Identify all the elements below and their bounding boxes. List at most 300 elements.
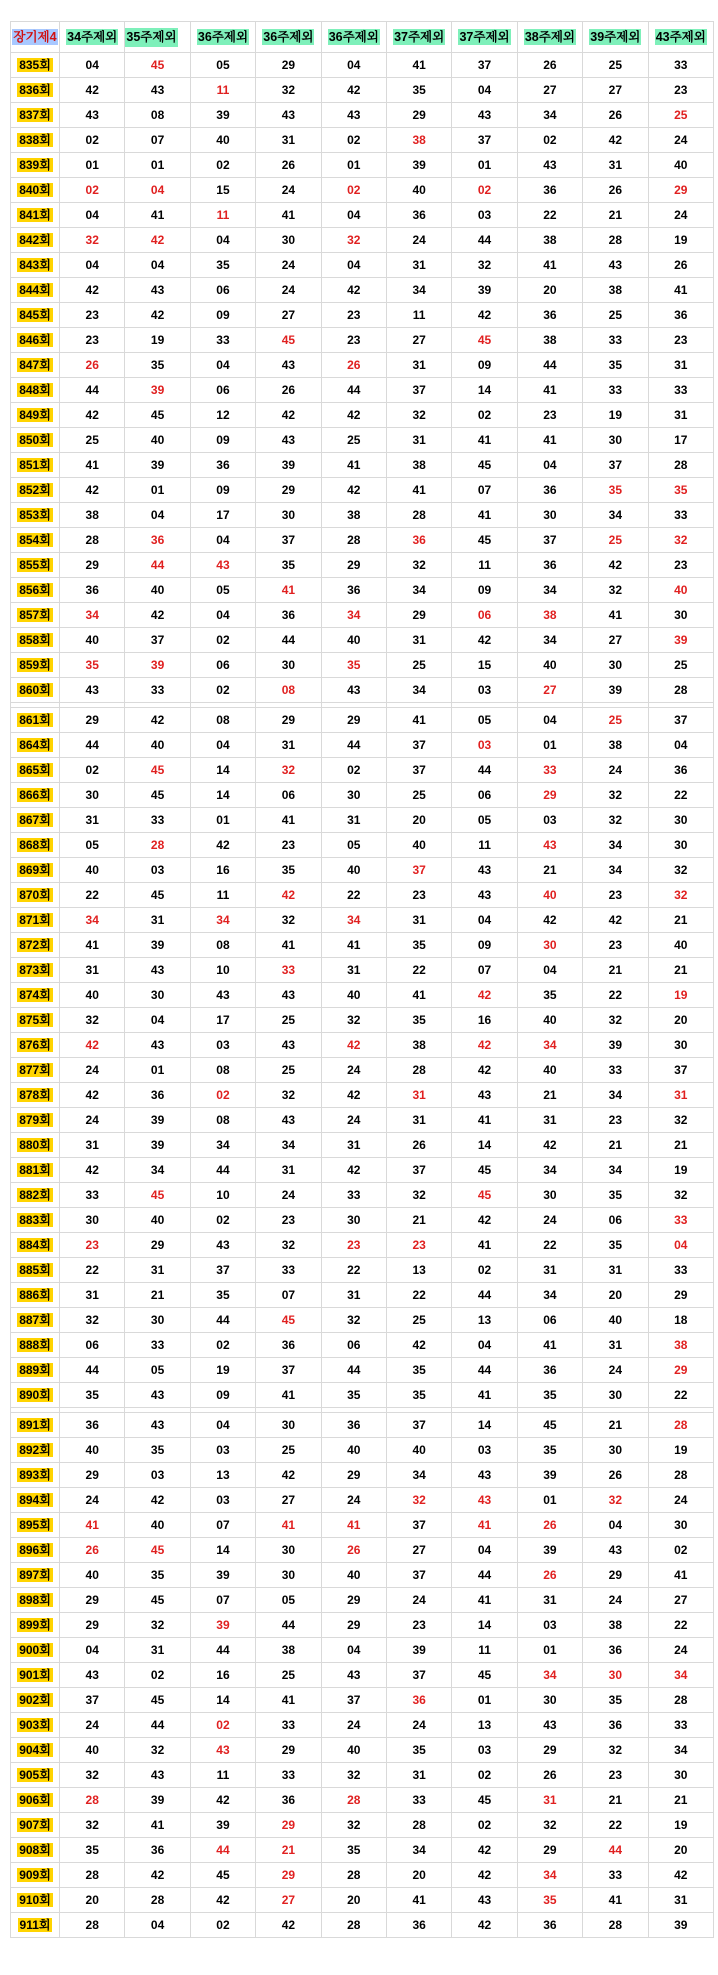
number-cell: 30	[648, 1513, 713, 1538]
number-cell: 27	[517, 78, 582, 103]
number-cell: 35	[125, 1563, 190, 1588]
round-label-cell	[11, 303, 60, 328]
number-cell-highlighted: 37	[386, 858, 451, 883]
number-cell: 32	[648, 858, 713, 883]
round-label-cell	[11, 1913, 60, 1938]
header-cell	[256, 22, 321, 53]
number-cell: 42	[60, 1083, 125, 1108]
number-cell: 41	[386, 708, 451, 733]
number-cell: 28	[60, 528, 125, 553]
number-cell: 10	[190, 958, 255, 983]
round-label-cell	[11, 1563, 60, 1588]
number-cell: 41	[452, 1108, 517, 1133]
number-cell: 43	[452, 103, 517, 128]
table-body	[11, 53, 714, 1938]
number-cell: 40	[648, 933, 713, 958]
number-cell: 40	[321, 1738, 386, 1763]
number-cell: 22	[321, 883, 386, 908]
table-row	[11, 553, 714, 578]
table-row	[11, 53, 714, 78]
number-cell: 42	[517, 908, 582, 933]
number-cell: 26	[648, 253, 713, 278]
header-cell	[125, 22, 190, 53]
number-cell: 19	[190, 1358, 255, 1383]
table-row	[11, 1413, 714, 1438]
number-cell: 39	[125, 1108, 190, 1133]
number-cell: 37	[386, 1413, 451, 1438]
round-label: 905회	[19, 1768, 51, 1782]
number-cell: 03	[517, 808, 582, 833]
number-cell: 01	[517, 1488, 582, 1513]
number-cell: 36	[386, 203, 451, 228]
number-cell: 45	[452, 453, 517, 478]
number-cell: 29	[386, 103, 451, 128]
number-cell-highlighted: 11	[190, 203, 255, 228]
number-cell: 36	[256, 1788, 321, 1813]
round-label-cell	[11, 1663, 60, 1688]
number-cell: 21	[583, 958, 648, 983]
number-cell: 24	[321, 1713, 386, 1738]
number-cell: 43	[256, 1033, 321, 1058]
number-cell: 31	[386, 428, 451, 453]
number-cell: 15	[452, 653, 517, 678]
number-cell: 34	[517, 1283, 582, 1308]
round-label-cell	[11, 153, 60, 178]
number-cell-highlighted: 30	[517, 933, 582, 958]
number-cell: 40	[125, 428, 190, 453]
table-row	[11, 128, 714, 153]
number-cell: 32	[583, 783, 648, 808]
number-cell: 01	[125, 478, 190, 503]
number-cell: 45	[452, 1788, 517, 1813]
round-label-cell	[11, 128, 60, 153]
round-label-cell	[11, 203, 60, 228]
number-cell: 39	[452, 278, 517, 303]
number-cell: 04	[190, 733, 255, 758]
number-cell: 43	[125, 1033, 190, 1058]
round-label-cell	[11, 1133, 60, 1158]
number-cell-highlighted: 40	[648, 578, 713, 603]
number-cell-highlighted: 23	[386, 1233, 451, 1258]
number-cell-highlighted: 45	[452, 1183, 517, 1208]
round-label: 855회	[19, 558, 51, 572]
number-cell-highlighted: 02	[190, 1083, 255, 1108]
number-cell-highlighted: 32	[583, 1488, 648, 1513]
table-row	[11, 1033, 714, 1058]
number-cell: 43	[321, 103, 386, 128]
number-cell: 42	[321, 1158, 386, 1183]
number-cell-highlighted: 29	[256, 1813, 321, 1838]
header-cell	[11, 22, 60, 53]
number-cell: 40	[321, 1563, 386, 1588]
round-label: 856회	[19, 583, 51, 597]
number-cell: 44	[190, 1638, 255, 1663]
number-cell: 32	[517, 1813, 582, 1838]
number-cell: 30	[583, 653, 648, 678]
number-cell: 45	[125, 783, 190, 808]
number-cell: 04	[125, 503, 190, 528]
number-cell: 29	[321, 553, 386, 578]
number-cell: 43	[321, 678, 386, 703]
number-cell: 07	[256, 1283, 321, 1308]
number-cell: 28	[386, 503, 451, 528]
number-cell: 31	[321, 1283, 386, 1308]
round-label-cell	[11, 278, 60, 303]
number-cell: 25	[256, 1058, 321, 1083]
number-cell: 32	[60, 1813, 125, 1838]
round-label-cell	[11, 628, 60, 653]
round-label: 892회	[19, 1443, 51, 1457]
round-label: 841회	[19, 208, 51, 222]
number-cell: 03	[517, 1613, 582, 1638]
number-cell: 31	[256, 1158, 321, 1183]
number-cell: 39	[125, 453, 190, 478]
number-cell: 42	[648, 1863, 713, 1888]
round-label-cell	[11, 603, 60, 628]
round-label: 882회	[19, 1188, 51, 1202]
round-label: 840회	[19, 183, 51, 197]
number-cell: 39	[256, 453, 321, 478]
round-label-cell	[11, 1358, 60, 1383]
number-cell: 29	[321, 1613, 386, 1638]
number-cell: 13	[190, 1463, 255, 1488]
number-cell: 41	[125, 203, 190, 228]
number-cell: 40	[386, 833, 451, 858]
round-label-cell	[11, 1383, 60, 1408]
number-cell: 40	[583, 1308, 648, 1333]
number-cell-highlighted: 29	[648, 1358, 713, 1383]
table-row	[11, 228, 714, 253]
number-cell: 33	[190, 328, 255, 353]
number-cell: 36	[386, 1913, 451, 1938]
number-cell: 44	[60, 1358, 125, 1383]
number-cell: 09	[190, 303, 255, 328]
number-cell: 28	[60, 1863, 125, 1888]
number-cell: 35	[125, 1438, 190, 1463]
number-cell: 31	[386, 1763, 451, 1788]
lotto-exclusion-table	[10, 21, 714, 1938]
number-cell: 29	[60, 553, 125, 578]
number-cell: 32	[583, 808, 648, 833]
number-cell: 35	[125, 353, 190, 378]
number-cell: 14	[190, 1538, 255, 1563]
number-cell: 23	[256, 1208, 321, 1233]
number-cell: 34	[648, 1738, 713, 1763]
number-cell: 14	[452, 1413, 517, 1438]
number-cell: 31	[125, 1258, 190, 1283]
number-cell: 44	[321, 378, 386, 403]
number-cell: 44	[452, 1358, 517, 1383]
round-label: 877회	[19, 1063, 51, 1077]
number-cell: 25	[386, 783, 451, 808]
number-cell-highlighted: 30	[583, 1663, 648, 1688]
number-cell: 30	[583, 1383, 648, 1408]
round-label: 901회	[19, 1668, 51, 1682]
number-cell: 28	[648, 453, 713, 478]
number-cell: 32	[648, 1108, 713, 1133]
number-cell: 34	[386, 278, 451, 303]
round-label: 864회	[19, 738, 51, 752]
number-cell: 01	[452, 153, 517, 178]
number-cell: 24	[517, 1208, 582, 1233]
number-cell: 36	[60, 578, 125, 603]
table-row	[11, 733, 714, 758]
table-row	[11, 1913, 714, 1938]
number-cell: 08	[190, 1108, 255, 1133]
number-cell: 09	[190, 1383, 255, 1408]
round-label: 909회	[19, 1868, 51, 1882]
number-cell: 24	[321, 1058, 386, 1083]
number-cell: 39	[517, 1463, 582, 1488]
number-cell: 24	[60, 1108, 125, 1133]
table-row	[11, 328, 714, 353]
number-cell: 17	[190, 1008, 255, 1033]
number-cell: 29	[125, 1233, 190, 1258]
number-cell: 14	[190, 758, 255, 783]
number-cell: 36	[321, 1413, 386, 1438]
number-cell: 32	[321, 1308, 386, 1333]
number-cell: 30	[517, 1183, 582, 1208]
number-cell: 14	[190, 783, 255, 808]
number-cell: 29	[517, 1838, 582, 1863]
number-cell: 28	[321, 1913, 386, 1938]
number-cell: 41	[452, 503, 517, 528]
number-cell: 42	[452, 303, 517, 328]
number-cell: 30	[648, 603, 713, 628]
number-cell: 29	[517, 1738, 582, 1763]
number-cell: 26	[386, 1133, 451, 1158]
number-cell: 31	[60, 958, 125, 983]
number-cell: 02	[190, 1208, 255, 1233]
number-cell: 28	[583, 1913, 648, 1938]
number-cell: 25	[256, 1008, 321, 1033]
number-cell: 36	[648, 303, 713, 328]
number-cell-highlighted: 38	[386, 128, 451, 153]
number-cell-highlighted: 02	[60, 178, 125, 203]
number-cell: 04	[190, 528, 255, 553]
round-label-cell	[11, 1308, 60, 1333]
table-row	[11, 1233, 714, 1258]
number-cell: 11	[452, 1638, 517, 1663]
number-cell: 42	[125, 708, 190, 733]
number-cell: 35	[583, 1183, 648, 1208]
number-cell: 38	[60, 503, 125, 528]
number-cell: 42	[452, 1208, 517, 1233]
number-cell: 32	[321, 1763, 386, 1788]
number-cell: 41	[256, 808, 321, 833]
number-cell: 41	[583, 1888, 648, 1913]
number-cell: 27	[386, 328, 451, 353]
number-cell: 43	[452, 858, 517, 883]
round-label: 846회	[19, 333, 51, 347]
round-label-cell	[11, 528, 60, 553]
table-row	[11, 1438, 714, 1463]
round-label-cell	[11, 733, 60, 758]
round-label: 875회	[19, 1013, 51, 1027]
number-cell: 44	[60, 733, 125, 758]
number-cell: 03	[190, 1033, 255, 1058]
number-cell: 29	[256, 708, 321, 733]
number-cell: 32	[321, 1008, 386, 1033]
number-cell: 06	[190, 278, 255, 303]
number-cell: 33	[256, 1713, 321, 1738]
number-cell: 32	[60, 1308, 125, 1333]
round-label-cell	[11, 808, 60, 833]
header-cell	[517, 22, 582, 53]
round-label-cell	[11, 353, 60, 378]
number-cell: 02	[321, 128, 386, 153]
number-cell: 37	[125, 628, 190, 653]
number-cell: 33	[648, 1258, 713, 1283]
number-cell: 22	[517, 1233, 582, 1258]
number-cell: 42	[452, 1913, 517, 1938]
number-cell: 37	[190, 1258, 255, 1283]
round-label: 870회	[19, 888, 51, 902]
number-cell: 38	[583, 1613, 648, 1638]
number-cell: 10	[190, 1183, 255, 1208]
table-row	[11, 1283, 714, 1308]
number-cell-highlighted: 26	[60, 1538, 125, 1563]
table-row	[11, 1133, 714, 1158]
table-row	[11, 303, 714, 328]
number-cell: 02	[321, 758, 386, 783]
number-cell: 03	[125, 1463, 190, 1488]
round-label-cell	[11, 1688, 60, 1713]
number-cell: 38	[386, 1033, 451, 1058]
number-cell: 38	[386, 453, 451, 478]
table-row	[11, 1863, 714, 1888]
number-cell: 39	[125, 1788, 190, 1813]
number-cell-highlighted: 44	[190, 1838, 255, 1863]
round-label: 888회	[19, 1338, 51, 1352]
number-cell: 29	[386, 603, 451, 628]
number-cell: 29	[648, 1283, 713, 1308]
number-cell: 09	[190, 478, 255, 503]
number-cell: 35	[517, 983, 582, 1008]
number-cell: 38	[517, 328, 582, 353]
number-cell: 11	[452, 553, 517, 578]
header-cell	[386, 22, 451, 53]
round-label: 844회	[19, 283, 51, 297]
number-cell: 20	[60, 1888, 125, 1913]
number-cell: 35	[517, 1438, 582, 1463]
number-cell-highlighted: 41	[60, 1513, 125, 1538]
round-label: 859회	[19, 658, 51, 672]
number-cell: 30	[125, 983, 190, 1008]
number-cell: 21	[125, 1283, 190, 1308]
number-cell: 33	[125, 1333, 190, 1358]
number-cell: 22	[386, 1283, 451, 1308]
number-cell: 33	[583, 378, 648, 403]
number-cell: 22	[60, 883, 125, 908]
number-cell: 36	[517, 478, 582, 503]
number-cell: 39	[583, 1033, 648, 1058]
number-cell: 40	[60, 1438, 125, 1463]
number-cell: 01	[125, 1058, 190, 1083]
number-cell: 25	[583, 303, 648, 328]
number-cell: 30	[256, 653, 321, 678]
number-cell-highlighted: 42	[60, 1033, 125, 1058]
table-row	[11, 1488, 714, 1513]
number-cell: 34	[125, 1158, 190, 1183]
number-cell-highlighted: 31	[517, 1788, 582, 1813]
round-label: 899회	[19, 1618, 51, 1632]
table-row	[11, 958, 714, 983]
round-label-cell	[11, 883, 60, 908]
round-label-cell	[11, 1713, 60, 1738]
round-label-cell	[11, 708, 60, 733]
number-cell: 23	[321, 303, 386, 328]
number-cell: 28	[583, 228, 648, 253]
round-label-cell	[11, 1333, 60, 1358]
round-label-cell	[11, 653, 60, 678]
number-cell: 45	[190, 1863, 255, 1888]
round-label-cell	[11, 1638, 60, 1663]
number-cell: 41	[452, 428, 517, 453]
round-label: 835회	[19, 58, 51, 72]
number-cell: 33	[256, 1258, 321, 1283]
table-row	[11, 628, 714, 653]
table-row	[11, 1538, 714, 1563]
number-cell: 21	[648, 1788, 713, 1813]
number-cell: 35	[517, 1383, 582, 1408]
number-cell-highlighted: 25	[583, 708, 648, 733]
table-row	[11, 78, 714, 103]
number-cell: 06	[256, 783, 321, 808]
number-cell: 20	[648, 1838, 713, 1863]
number-cell: 29	[60, 1588, 125, 1613]
number-cell: 43	[452, 1083, 517, 1108]
number-cell: 44	[256, 1613, 321, 1638]
number-cell: 43	[256, 353, 321, 378]
number-cell: 31	[583, 153, 648, 178]
table-row	[11, 503, 714, 528]
round-label: 836회	[19, 83, 51, 97]
round-label: 853회	[19, 508, 51, 522]
number-cell: 34	[517, 628, 582, 653]
number-cell: 39	[125, 933, 190, 958]
number-cell-highlighted: 29	[648, 178, 713, 203]
number-cell: 31	[60, 1283, 125, 1308]
number-cell: 05	[190, 53, 255, 78]
number-cell: 28	[648, 678, 713, 703]
number-cell: 30	[125, 1308, 190, 1333]
round-label: 851회	[19, 458, 51, 472]
number-cell: 40	[517, 1058, 582, 1083]
number-cell-highlighted: 35	[583, 478, 648, 503]
round-label-cell	[11, 908, 60, 933]
number-cell: 24	[256, 1183, 321, 1208]
number-cell: 29	[256, 1738, 321, 1763]
table-row	[11, 1513, 714, 1538]
round-label: 897회	[19, 1568, 51, 1582]
number-cell: 40	[321, 1438, 386, 1463]
number-cell: 35	[386, 1358, 451, 1383]
number-cell: 31	[648, 1888, 713, 1913]
number-cell: 29	[256, 478, 321, 503]
round-label: 871회	[19, 913, 51, 927]
number-cell: 22	[648, 783, 713, 808]
number-cell: 05	[190, 578, 255, 603]
number-cell-highlighted: 42	[452, 983, 517, 1008]
number-cell: 36	[60, 1413, 125, 1438]
round-label-cell	[11, 858, 60, 883]
header-label: 36주제외	[197, 29, 249, 44]
number-cell: 07	[190, 1513, 255, 1538]
number-cell: 35	[386, 1383, 451, 1408]
number-cell-highlighted: 45	[125, 1183, 190, 1208]
number-cell-highlighted: 43	[452, 1488, 517, 1513]
